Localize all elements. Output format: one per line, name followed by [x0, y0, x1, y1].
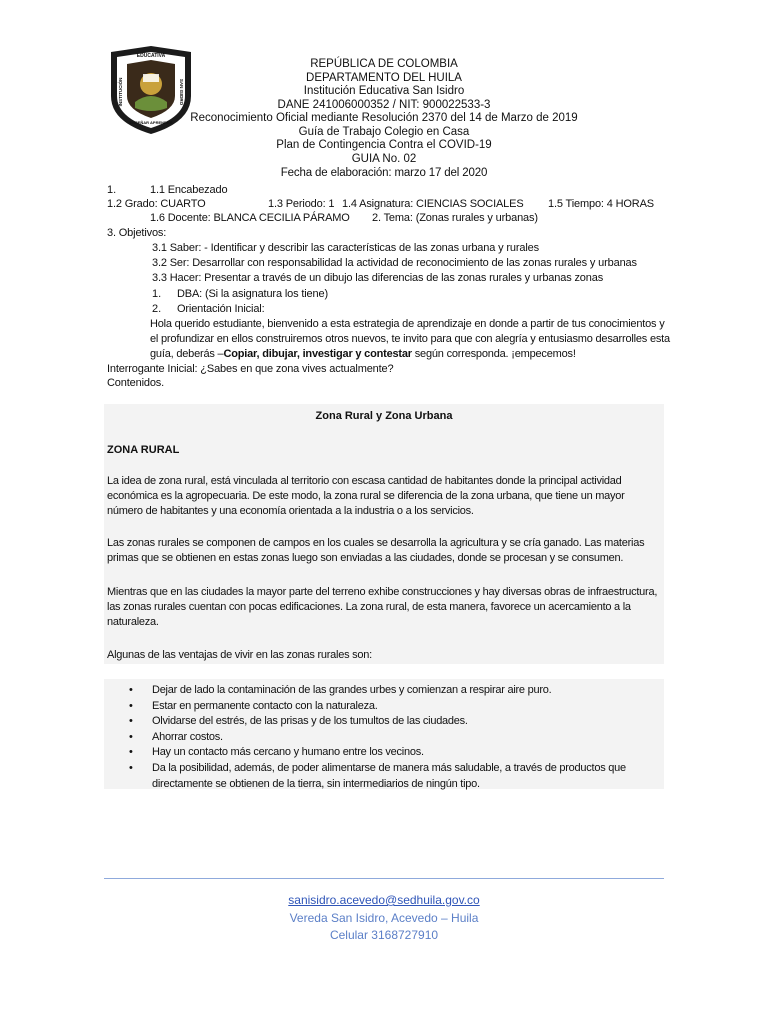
list-item: • Hay un contacto más cercano y humano entre los vecinos.	[107, 745, 663, 761]
header-dane: DANE 241006000352 / NIT: 900022533-3	[277, 99, 491, 111]
list-item: • Olvidarse del estrés, de las prisas y de los tumultos de las ciudades.	[107, 714, 663, 730]
orientacion-number: 2.	[152, 303, 162, 315]
footer-divider	[104, 878, 664, 879]
docente-field: 1.6 Docente: BLANCA CECILIA PÁRAMO	[150, 212, 350, 224]
objetivo-saber: 3.1 Saber: - Identificar y describir las características de las zonas urbana y rurales	[152, 242, 539, 254]
header-date: Fecha de elaboración: marzo 17 del 2020	[280, 167, 488, 179]
logo-right-text: SAN ISIDRO	[179, 78, 184, 106]
header-institution: Institución Educativa San Isidro	[303, 85, 465, 97]
logo-left-text: INSTITUCIÓN	[118, 77, 123, 107]
list-item: • Estar en permanente contacto con la naturaleza.	[107, 699, 663, 715]
advantages-list	[107, 683, 663, 792]
objetivo-hacer: 3.3 Hacer: Presentar a través de un dibujo las diferencias de las zonas rurales y urbanas zonas	[152, 272, 604, 284]
list-item: • Dejar de lado la contaminación de las grandes urbes y comienzan a respirar aire puro.	[107, 683, 663, 699]
interrogante-inicial: Interrogante Inicial: ¿Sabes en que zona vives actualmente?	[107, 363, 394, 375]
contenidos-label: Contenidos.	[107, 377, 165, 389]
section-title-zona-rural: ZONA RURAL	[107, 444, 180, 456]
objetivos-label: 3. Objetivos:	[107, 227, 167, 239]
grado-field: 1.2 Grado: CUARTO	[107, 198, 206, 210]
paragraph-4: Algunas de las ventajas de vivir en las zonas rurales son:	[107, 649, 372, 661]
footer-address: Vereda San Isidro, Acevedo – Huila	[289, 911, 479, 925]
periodo-field: 1.3 Periodo: 1	[268, 198, 335, 210]
header-plan: Plan de Contingencia Contra el COVID-19	[276, 139, 492, 151]
asignatura-field: 1.4 Asignatura: CIENCIAS SOCIALES	[342, 198, 524, 210]
header-country: REPÚBLICA DE COLOMBIA	[310, 58, 458, 70]
footer-phone: Celular 3168727910	[329, 928, 439, 942]
orientacion-label: Orientación Inicial:	[177, 303, 265, 315]
section-number-1: 1.	[107, 184, 117, 196]
paragraph-2: Las zonas rurales se componen de campos en los cuales se desarrolla la agricultura y se cría ganado. Las materias primas que se obtienen en estas zonas luego son enviadas a las ciudades, donde se procesan y se consumen.	[107, 537, 645, 564]
header-recognition: Reconocimiento Oficial mediante Resolución 2370 del 14 de Marzo de 2019	[190, 112, 578, 124]
footer-email-link[interactable]: sanisidro.acevedo@sedhuila.gov.co	[288, 893, 480, 907]
logo-top-text: EDUCATIVA	[136, 53, 166, 59]
list-item: • Ahorrar costos.	[107, 730, 663, 746]
paragraph-1: La idea de zona rural, está vinculada al territorio con escasa cantidad de habitantes donde la principal actividad económica es la agropecuaria. De este modo, la zona rural se diferencia de la zona urbana, que tiene un mayor número de habitantes y una economía orientada a la industria o a los servicios.	[107, 475, 625, 517]
logo-bottom-text: ENSEÑAR APRENDER	[129, 120, 173, 125]
footer-email-row	[0, 893, 768, 907]
intro-paragraph: Hola querido estudiante, bienvenido a esta estrategia de aprendizaje en donde a partir de tus conocimientos y el profundizar en ellos construiremos otros nuevos, te invito para que con alegría y entusiasmo desarrolles esta guía, deberás –Copiar, dibujar, investigar y contestar según corresponda. ¡empecemos!	[150, 318, 670, 360]
header-guide-no: GUIA No. 02	[351, 153, 417, 165]
intro-bold-instructions: Copiar, dibujar, investigar y contestar	[223, 348, 412, 360]
dba-label: DBA: (Si la asignatura los tiene)	[177, 288, 328, 300]
header-department: DEPARTAMENTO DEL HUILA	[306, 72, 462, 84]
content-title: Zona Rural y Zona Urbana	[315, 410, 453, 422]
tiempo-field: 1.5 Tiempo: 4 HORAS	[548, 198, 654, 210]
dba-number: 1.	[152, 288, 162, 300]
tema-field: 2. Tema: (Zonas rurales y urbanas)	[372, 212, 538, 224]
paragraph-3: Mientras que en las ciudades la mayor parte del terreno exhibe construcciones y hay diversas obras de infraestructura, las zonas rurales cuentan con pocas edificaciones. La zona rural, de esta manera, favorece un acercamiento a la naturaleza.	[107, 586, 658, 628]
list-item: • Da la posibilidad, además, de poder alimentarse de manera más saludable, a través de productos que directamente se obtienen de la tierra, sin intermediarios de ningún tipo.	[107, 761, 663, 792]
objetivo-ser: 3.2 Ser: Desarrollar con responsabilidad la actividad de reconocimiento de las zonas rurales y urbanas	[152, 257, 637, 269]
header-guide-type: Guía de Trabajo Colegio en Casa	[298, 126, 470, 138]
encabezado-label: 1.1 Encabezado	[150, 184, 228, 196]
